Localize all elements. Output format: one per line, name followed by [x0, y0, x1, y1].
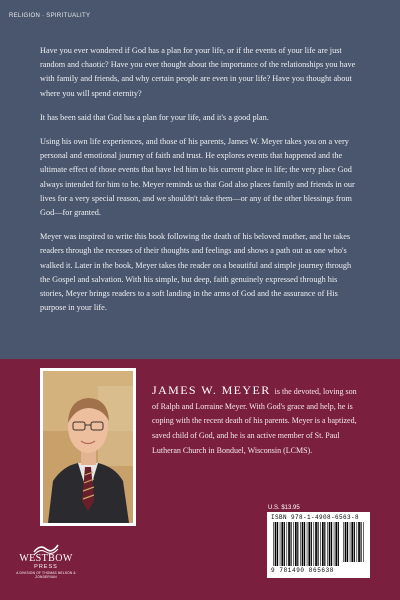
author-bio	[152, 383, 364, 459]
publisher-name: WESTBOW	[19, 553, 73, 564]
barcode-bar	[293, 522, 294, 566]
barcode-bar	[311, 522, 312, 566]
barcode-supplement-bars	[343, 522, 365, 566]
barcode-bar	[281, 522, 283, 566]
barcode-digits: 9 781490 865638	[271, 567, 335, 574]
barcode-bar	[287, 522, 288, 566]
barcode-bar	[347, 522, 348, 562]
barcode-bar	[350, 522, 351, 562]
barcode-bar	[288, 522, 290, 566]
barcode-bar	[324, 522, 325, 566]
barcode-bar	[297, 522, 298, 566]
barcode-bar	[304, 522, 305, 566]
barcode-bar	[334, 522, 335, 566]
blurb-paragraph-1: Have you ever wondered if God has a plan for your life, or if the events of your life are just random and chaotic? Have you ever thought about the importance of the relationships you have with family and friends, and why certain people are even in your life? Have you thought about where you will spend eternity?	[40, 46, 356, 98]
barcode-bar	[308, 522, 310, 566]
barcode-bar	[335, 522, 337, 566]
barcode-bar	[284, 522, 285, 566]
barcode-bar	[320, 522, 321, 566]
barcode-bar	[275, 522, 277, 566]
publisher-sub: PRESS	[34, 564, 58, 570]
barcode-bar	[295, 522, 297, 566]
barcode-bar	[363, 522, 364, 562]
barcode-bar	[315, 522, 317, 566]
publisher-division: A DIVISION OF THOMAS NELSON & ZONDERVAN	[16, 571, 76, 579]
back-cover-blurb	[40, 44, 358, 325]
blurb-paragraph-4: Meyer was inspired to write this book following the death of his beloved mother, and he takes readers through the recesses of their thoughts and feelings and shows a path out as one who's walked it. Later in the book, Meyer takes the reader on a beautiful and simple journey through the Gospel and salvation. With his simple, but deep, faith genuinely expressed through his stories, Meyer brings readers to a soft landing in the arms of God and the assurance of His purpose in your life.	[40, 232, 352, 313]
barcode-bar	[358, 522, 360, 562]
barcode-bar	[357, 522, 358, 562]
blurb-paragraph-3: Using his own life experiences, and those of his parents, James W. Meyer takes you on a very personal and emotional journey of faith and trust. He explores events that happened and the ultimate effect of those events that have led him to his current place in life; the very place God always intended for him to be. Meyer reminds us that God also places family and friends in our lives for a very special reason, and we shouldn't take them—or any of the other blessings from God—for granted.	[40, 137, 355, 218]
price-label: U.S. $13.95	[268, 505, 300, 511]
barcode-bar	[300, 522, 301, 566]
barcode-bar	[302, 522, 304, 566]
category-label: RELIGION · SPIRITUALITY	[9, 13, 91, 19]
barcode-bar	[314, 522, 315, 566]
barcode-bar	[338, 522, 339, 566]
author-photo	[40, 368, 136, 526]
barcode-bar	[291, 522, 292, 566]
barcode-bar	[307, 522, 308, 566]
barcode-bar	[345, 522, 347, 562]
barcode-bar	[277, 522, 278, 566]
author-portrait-illustration	[43, 371, 133, 523]
barcode-bar	[331, 522, 332, 566]
barcode-bar	[273, 522, 274, 566]
blurb-paragraph-2: It has been said that God has a plan for your life, and it's a good plan.	[40, 112, 269, 122]
barcode-bar	[361, 522, 362, 562]
barcode-bar	[280, 522, 281, 566]
barcode-bar	[327, 522, 328, 566]
barcode-bar	[351, 522, 353, 562]
barcode-bar	[322, 522, 324, 566]
author-name: JAMES W. MEYER	[152, 383, 271, 397]
publisher-wave-icon	[33, 542, 59, 556]
isbn-number: ISBN 978-1-4908-6563-8	[271, 514, 360, 521]
isbn-barcode	[267, 512, 370, 578]
barcode-bars	[273, 522, 341, 566]
barcode-bar	[354, 522, 355, 562]
barcode-bar	[318, 522, 319, 566]
publisher-logo	[14, 542, 78, 592]
author-bio-text: is the devoted, loving son of Ralph and Lorraine Meyer. With God's grace and help, he is coping with the recent death of his parents. Meyer is a baptized, saved child of God, and he is an active member of St. Paul Lutheran Church in Bonduel, Wisconsin (LCMS).	[152, 387, 357, 455]
barcode-bar	[329, 522, 331, 566]
barcode-bar	[343, 522, 344, 562]
